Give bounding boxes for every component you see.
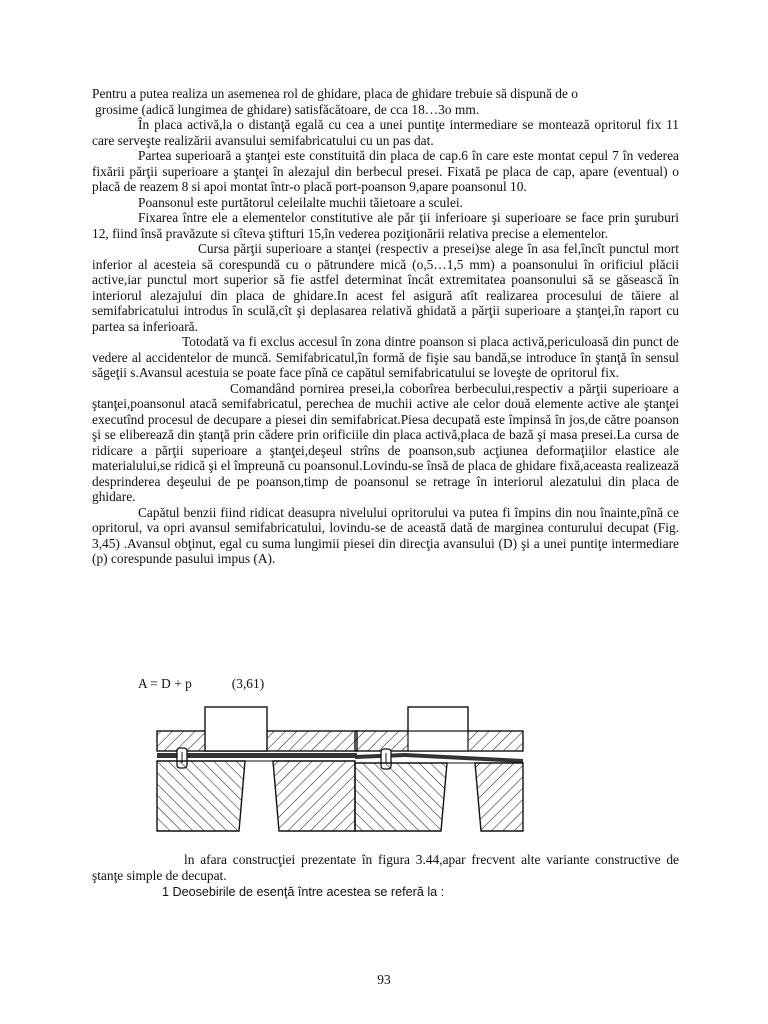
paragraph xyxy=(92,86,679,117)
equation xyxy=(138,676,264,692)
paragraph: Partea superioară a ştanţei este constituită din placa de cap.6 în care este montat cepul 7 în vederea fixării părţii superioare a ştanţei în alezajul din berbecul presei. Fixată pe placa de cap, apare (eventual) o placă de reazem 8 si apoi montat într-o placă port-poanson 9,apare poansonul 10. xyxy=(92,148,679,194)
paragraph: Fixarea între ele a elementelor constitutive ale păr ţii inferioare şi superioare se face prin şuruburi 12, fiind însă pravăzute si cîteva ştifturi 15,în vederea poziţionării relativa precise a elementelor. xyxy=(92,210,679,241)
equation-expression: A = D + p xyxy=(138,676,192,691)
right-section-drawing xyxy=(355,707,523,831)
figure-die-sections xyxy=(155,703,525,833)
paragraph-line: Pentru a putea realiza un asemenea rol de ghidare, placa de ghidare trebuie să dispună de o xyxy=(92,86,578,101)
page-number: 93 xyxy=(377,972,391,987)
equation-number: (3,61) xyxy=(231,676,265,691)
paragraph: Capătul benzii fiind ridicat deasupra nivelului opritorului va putea fi împins din nou înainte,pînă ce opritorul, va opri avansul semifabricatului, lovindu-se de această dată de marginea conturului decupat (Fig. 3,45) .Avansul obţinut, egal cu suma lungimii piesei din direcţia avansului (D) şi a unei puntiţe intermediare (p) corespunde pasului impus (A). xyxy=(92,504,679,566)
body-text xyxy=(92,86,679,567)
paragraph: ln afara construcţiei prezentate în figura 3.44,apar frecvent alte variante constructive de ştanţe simple de decupat. xyxy=(92,852,679,883)
paragraph: Comandând pornirea presei,la coborîrea berbecului,respectiv a părţii superioare a ştanţei,poansonul atacă semifabricatul, perechea de muchii active ale celor două elemente active ale ştanţei executînd procesul de decupare a piesei din semifabricat.Piesa decupată este împinsă în jos,de către poanson şi se eliberează din ştanţă prin cădere prin orificiile din placa activă,placa de bază şi masa presei.La cursa de ridicare a părţii superioare a ştanţei,deşeul strîns de poanson,sub acţiunea deformaţiilor elastice ale materialului,se ridică şi el împreună cu poansonul.Lovindu-se însă de placa de ghidare fixă,aceasta realizează desprinderea deşeului de pe poanson,timp de poansonul se retrage în interiorul alezatului din placa de ghidare. xyxy=(92,380,679,504)
paragraph: Totodată va fi exclus accesul în zona dintre poanson si placa activă,periculoasă din punct de vedere al accidentelor de muncă. Semifabricatul,în formă de fişie sau bandă,se introduce în ştanţă în sensul săgeţii s.Avansul acestuia se poate face pînă ce capătul semifabricatului se loveşte de opritorul fix. xyxy=(92,334,679,380)
list-item: 1 Deosebirile de esenţă între acestea se referă la : xyxy=(162,885,445,899)
left-section-drawing xyxy=(157,707,357,831)
paragraph: În placa activă,la o distanţă egală cu cea a unei puntiţe intermediare se montează opritorul fix 11 care serveşte realizării avansului semifabricatului cu un pas dat. xyxy=(92,117,679,148)
after-figure-text xyxy=(92,852,679,883)
paragraph: Poansonul este purtătorul celeilalte muchii tăietoare a sculei. xyxy=(138,194,463,210)
paragraph: Cursa părţii superioare a stanţei (respectiv a presei)se alege în asa fel,încît punctul mort inferior al acesteia să corespundă cu o pătrundere mică (o,5…1,5 mm) a poansonului în orificiul plăcii active,iar punctul mort superior să fie astfel determinat încât extremitatea poansonului să se găsească în interiorul alezajului din placa de ghidare.In acest fel asigură atît realizarea procesului de tăiere al semifabricatului introdus în sculă,cît şi deplasarea relativă ghidată a părţii superioare a ştanţei,în raport cu partea sa inferioară. xyxy=(92,241,679,334)
paragraph-line: grosime (adică lungimea de ghidare) satisfăcătoare, de cca 18…3o mm. xyxy=(95,101,480,117)
